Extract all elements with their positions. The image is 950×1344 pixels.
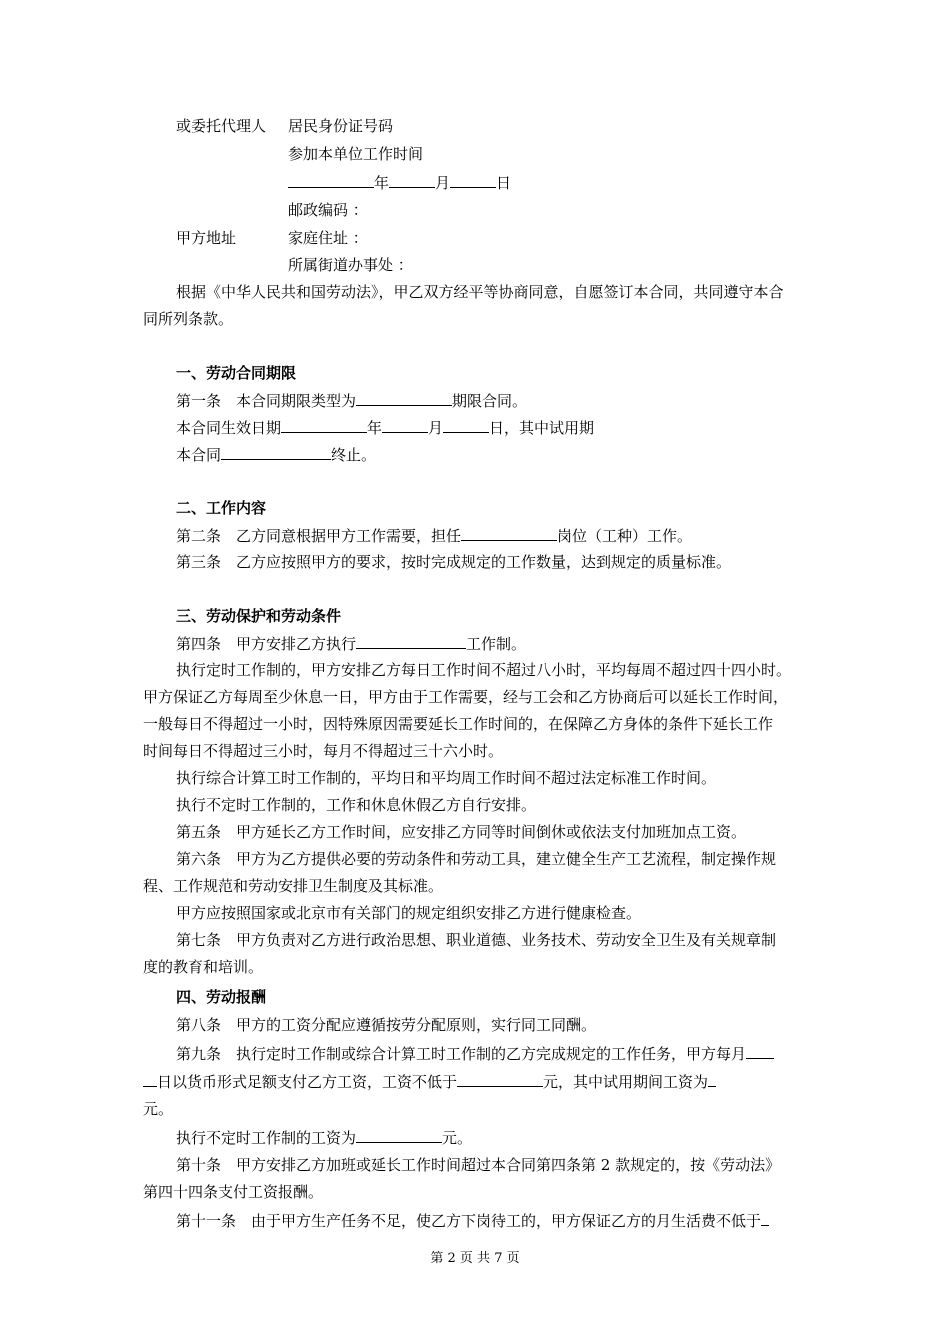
agent-label: 或委托代理人	[176, 117, 267, 135]
article-8: 第八条 甲方的工资分配应遵循按劳分配原则，实行同工同酬。	[176, 1016, 597, 1034]
intro-line-2: 同所列条款。	[143, 310, 234, 328]
join-time-label: 参加本单位工作时间	[288, 145, 424, 163]
health-check: 甲方应按照国家或北京市有关部门的规定组织安排乙方进行健康检查。	[176, 904, 642, 922]
blank-line	[143, 1071, 157, 1087]
home-address-label: 家庭住址 ：	[288, 229, 368, 247]
join-date-line: 年 月 日	[288, 172, 511, 193]
blank-line	[221, 444, 331, 460]
article-10-line-2: 第四十四条支付工资报酬。	[143, 1183, 324, 1201]
fixed-hours-line-3: 一般每日不得超过一小时，因特殊原因需要延长工作时间的，在保障乙方身体的条件下延长工作	[143, 715, 774, 733]
article-9-line-2: 日以货币形式足额支付乙方工资，工资不低于 元，其中试用期间工资为	[143, 1071, 716, 1092]
blank-line	[281, 417, 367, 433]
article-7-line-2: 度的教育和培训。	[143, 958, 264, 976]
section-1-title: 一、劳动合同期限	[176, 364, 297, 382]
postal-code-label: 邮政编码 ：	[288, 201, 368, 219]
fixed-hours-line-2: 甲方保证乙方每周至少休息一日，甲方由于工作需要，经与工会和乙方协商后可以延长工作时间，	[143, 688, 789, 706]
article-6-line-1: 第六条 甲方为乙方提供必要的劳动条件和劳动工具，建立健全生产工艺流程，制定操作规	[176, 850, 777, 868]
effective-date-line: 本合同生效日期 年 月 日，其中试用期	[176, 419, 595, 437]
article-2: 第二条 乙方同意根据甲方工作需要，担任 岗位（工种）工作。	[176, 527, 693, 545]
street-office-label: 所属街道办事处 ：	[288, 256, 413, 274]
blank-line	[457, 1071, 543, 1087]
article-11: 第十一条 由于甲方生产任务不足，使乙方下岗待工的，甲方保证乙方的月生活费不低于	[176, 1210, 769, 1231]
blank-line	[382, 417, 428, 433]
page-number: 第 2 页 共 7 页	[430, 1251, 520, 1266]
blank-line	[443, 417, 489, 433]
flexible-wage: 执行不定时工作制的工资为 元。	[176, 1129, 473, 1147]
termination-line: 本合同 终止。	[176, 446, 377, 464]
blank-line	[356, 390, 452, 406]
blank-line	[450, 172, 496, 188]
blank-line	[761, 1210, 769, 1226]
article-6-line-2: 程、工作规范和劳动安排卫生制度及其标准。	[143, 877, 444, 895]
article-3: 第三条 乙方应按照甲方的要求，按时完成规定的工作数量，达到规定的质量标准。	[176, 553, 732, 571]
blank-line	[461, 525, 557, 541]
blank-line	[708, 1071, 716, 1087]
blank-line	[389, 172, 435, 188]
id-number-label: 居民身份证号码	[288, 117, 394, 135]
comprehensive-hours: 执行综合计算工时工作制的，平均日和平均周工作时间不超过法定标准工作时间。	[176, 769, 717, 787]
article-9-line-1: 第九条 执行定时工作制或综合计算工时工作制的乙方完成规定的工作任务，甲方每月	[176, 1043, 774, 1064]
fixed-hours-line-1: 执行定时工作制的，甲方安排乙方每日工作时间不超过八小时，平均每周不超过四十四小时。	[176, 661, 792, 679]
article-1: 第一条 本合同期限类型为 期限合同。	[176, 392, 528, 410]
flexible-hours: 执行不定时工作制的，工作和休息休假乙方自行安排。	[176, 796, 537, 814]
section-4-title: 四、劳动报酬	[176, 988, 267, 1006]
section-3-title: 三、劳动保护和劳动条件	[176, 607, 342, 625]
article-7-line-1: 第七条 甲方负责对乙方进行政治思想、职业道德、业务技术、劳动安全卫生及有关规章制	[176, 931, 777, 949]
fixed-hours-line-4: 时间每日不得超过三小时，每月不得超过三十六小时。	[143, 742, 504, 760]
blank-line	[746, 1043, 774, 1059]
blank-line	[288, 172, 374, 188]
article-5: 第五条 甲方延长乙方工作时间，应安排乙方同等时间倒休或依法支付加班加点工资。	[176, 823, 747, 841]
article-9-line-3: 元。	[143, 1100, 174, 1118]
section-2-title: 二、工作内容	[176, 499, 267, 517]
party-a-address-label: 甲方地址	[176, 229, 237, 247]
intro-line-1: 根据《中华人民共和国劳动法》，甲乙双方经平等协商同意，自愿签订本合同，共同遵守本合	[176, 283, 784, 301]
article-4: 第四条 甲方安排乙方执行 工作制。	[176, 635, 527, 653]
blank-line	[356, 633, 466, 649]
blank-line	[356, 1127, 442, 1143]
article-10-line-1: 第十条 甲方安排乙方加班或延长工作时间超过本合同第四条第 2 款规定的，按《劳动法》	[176, 1156, 781, 1174]
